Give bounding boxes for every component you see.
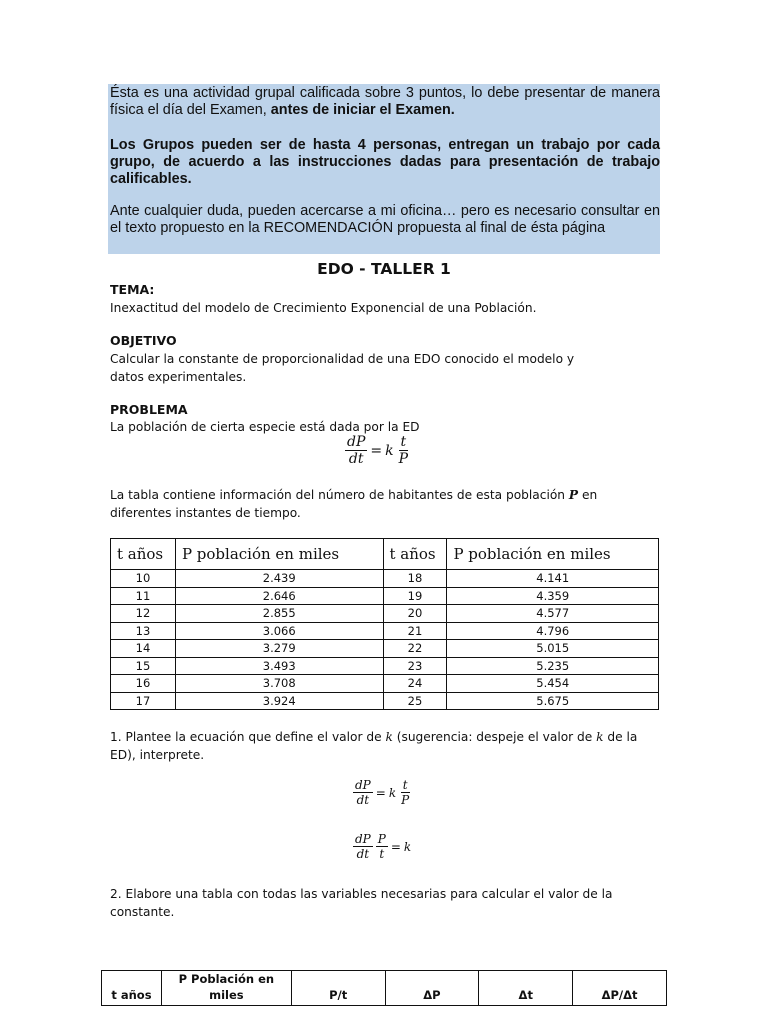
problema-text: La población de cierta especie está dada por la ED (110, 420, 420, 434)
notice-box (108, 84, 660, 254)
variable-p: P (568, 488, 579, 502)
table-cell: 3.708 (175, 675, 383, 693)
header-p-poblacion-2: P población en miles (447, 539, 659, 570)
variable-k: k (385, 730, 393, 744)
table-cell: 4.359 (447, 587, 659, 605)
table-cell: 13 (111, 622, 176, 640)
tema-text: Inexactitud del modelo de Crecimiento Exponencial de una Población. (110, 301, 537, 315)
table-cell: 18 (383, 570, 447, 588)
equation-2: $\frac{dP}{dt}$ $\frac{P}{t}$ = k (355, 832, 412, 861)
table-cell: 24 (383, 675, 447, 693)
answer-header-delta-p: ΔP (385, 971, 479, 1006)
table-cell: 4.141 (447, 570, 659, 588)
notice-paragraph-1: Ésta es una actividad grupal calificada sobre 3 puntos, lo debe presentar de manera física el día del Examen, antes de iniciar el Examen. (110, 85, 660, 118)
table-cell: 23 (383, 657, 447, 675)
table-cell: 3.066 (175, 622, 383, 640)
table-cell: 12 (111, 605, 176, 623)
table-cell: 21 (383, 622, 447, 640)
table-intro-text: La tabla contiene información del número de habitantes de esta población P en diferentes instantes de tiempo. (110, 488, 598, 520)
table-cell: 2.439 (175, 570, 383, 588)
table-row (111, 692, 659, 710)
population-table (110, 538, 659, 710)
table-header-row (111, 539, 659, 570)
table-row (111, 622, 659, 640)
table-row (111, 570, 659, 588)
header-t-anos: t años (111, 539, 176, 570)
table-cell: 10 (111, 570, 176, 588)
tema-heading: TEMA: (110, 282, 155, 297)
table-cell: 3.279 (175, 640, 383, 658)
variable-k: k (596, 730, 604, 744)
question-2-text: 2. Elabore una tabla con todas las variables necesarias para calcular el valor de la constante. (110, 887, 613, 919)
table-cell: 15 (111, 657, 176, 675)
table-cell: 5.235 (447, 657, 659, 675)
table-cell: 2.646 (175, 587, 383, 605)
answer-table-header-row (102, 971, 667, 1006)
header-p-poblacion: P población en miles (175, 539, 383, 570)
table-cell: 5.015 (447, 640, 659, 658)
table-cell: 16 (111, 675, 176, 693)
answer-header-p-poblacion: P Población en miles (161, 971, 291, 1006)
objetivo-text: Calcular la constante de proporcionalidad de una EDO conocido el modelo y datos experimentales. (110, 352, 575, 384)
table-row (111, 587, 659, 605)
table-row (111, 657, 659, 675)
table-cell: 5.675 (447, 692, 659, 710)
table-cell: 11 (111, 587, 176, 605)
answer-header-t-anos: t años (102, 971, 162, 1006)
answer-header-delta-t: Δt (479, 971, 573, 1006)
notice-paragraph-3: Ante cualquier duda, pueden acercarse a mi oficina… pero es necesario consultar en el texto propuesto en la RECOMENDACIÓN propuesta al final de ésta página (110, 203, 660, 236)
table-cell: 5.454 (447, 675, 659, 693)
table-cell: 14 (111, 640, 176, 658)
answer-header-delta-p-over-delta-t: ΔP/Δt (573, 971, 667, 1006)
question-1-text: 1. Plantee la ecuación que define el valor de k (sugerencia: despeje el valor de k de la ED), interprete. (110, 730, 638, 762)
table-row (111, 675, 659, 693)
answer-table (101, 970, 667, 1006)
table-cell: 17 (111, 692, 176, 710)
table-cell: 4.577 (447, 605, 659, 623)
objetivo-heading: OBJETIVO (110, 333, 177, 348)
table-row (111, 605, 659, 623)
table-cell: 3.493 (175, 657, 383, 675)
page-title: EDO - TALLER 1 (317, 260, 451, 278)
problema-heading: PROBLEMA (110, 402, 188, 417)
table-cell: 22 (383, 640, 447, 658)
table-row (111, 640, 659, 658)
table-cell: 25 (383, 692, 447, 710)
equation-1: $\frac{dP}{dt}$ = k $\frac{t}{P}$ (355, 778, 410, 807)
differential-equation: $\frac{dP}{dt}$ = k $\frac{t}{P}$ (347, 434, 409, 467)
table-cell: 4.796 (447, 622, 659, 640)
notice-bold-text: antes de iniciar el Examen. (270, 102, 455, 118)
table-cell: 2.855 (175, 605, 383, 623)
table-cell: 3.924 (175, 692, 383, 710)
answer-header-p-over-t: P/t (291, 971, 385, 1006)
table-cell: 19 (383, 587, 447, 605)
table-cell: 20 (383, 605, 447, 623)
notice-paragraph-2: Los Grupos pueden ser de hasta 4 personas, entregan un trabajo por cada grupo, de acuerdo a las instrucciones dadas para presentación de trabajo calificables. (110, 137, 660, 187)
header-t-anos-2: t años (383, 539, 447, 570)
